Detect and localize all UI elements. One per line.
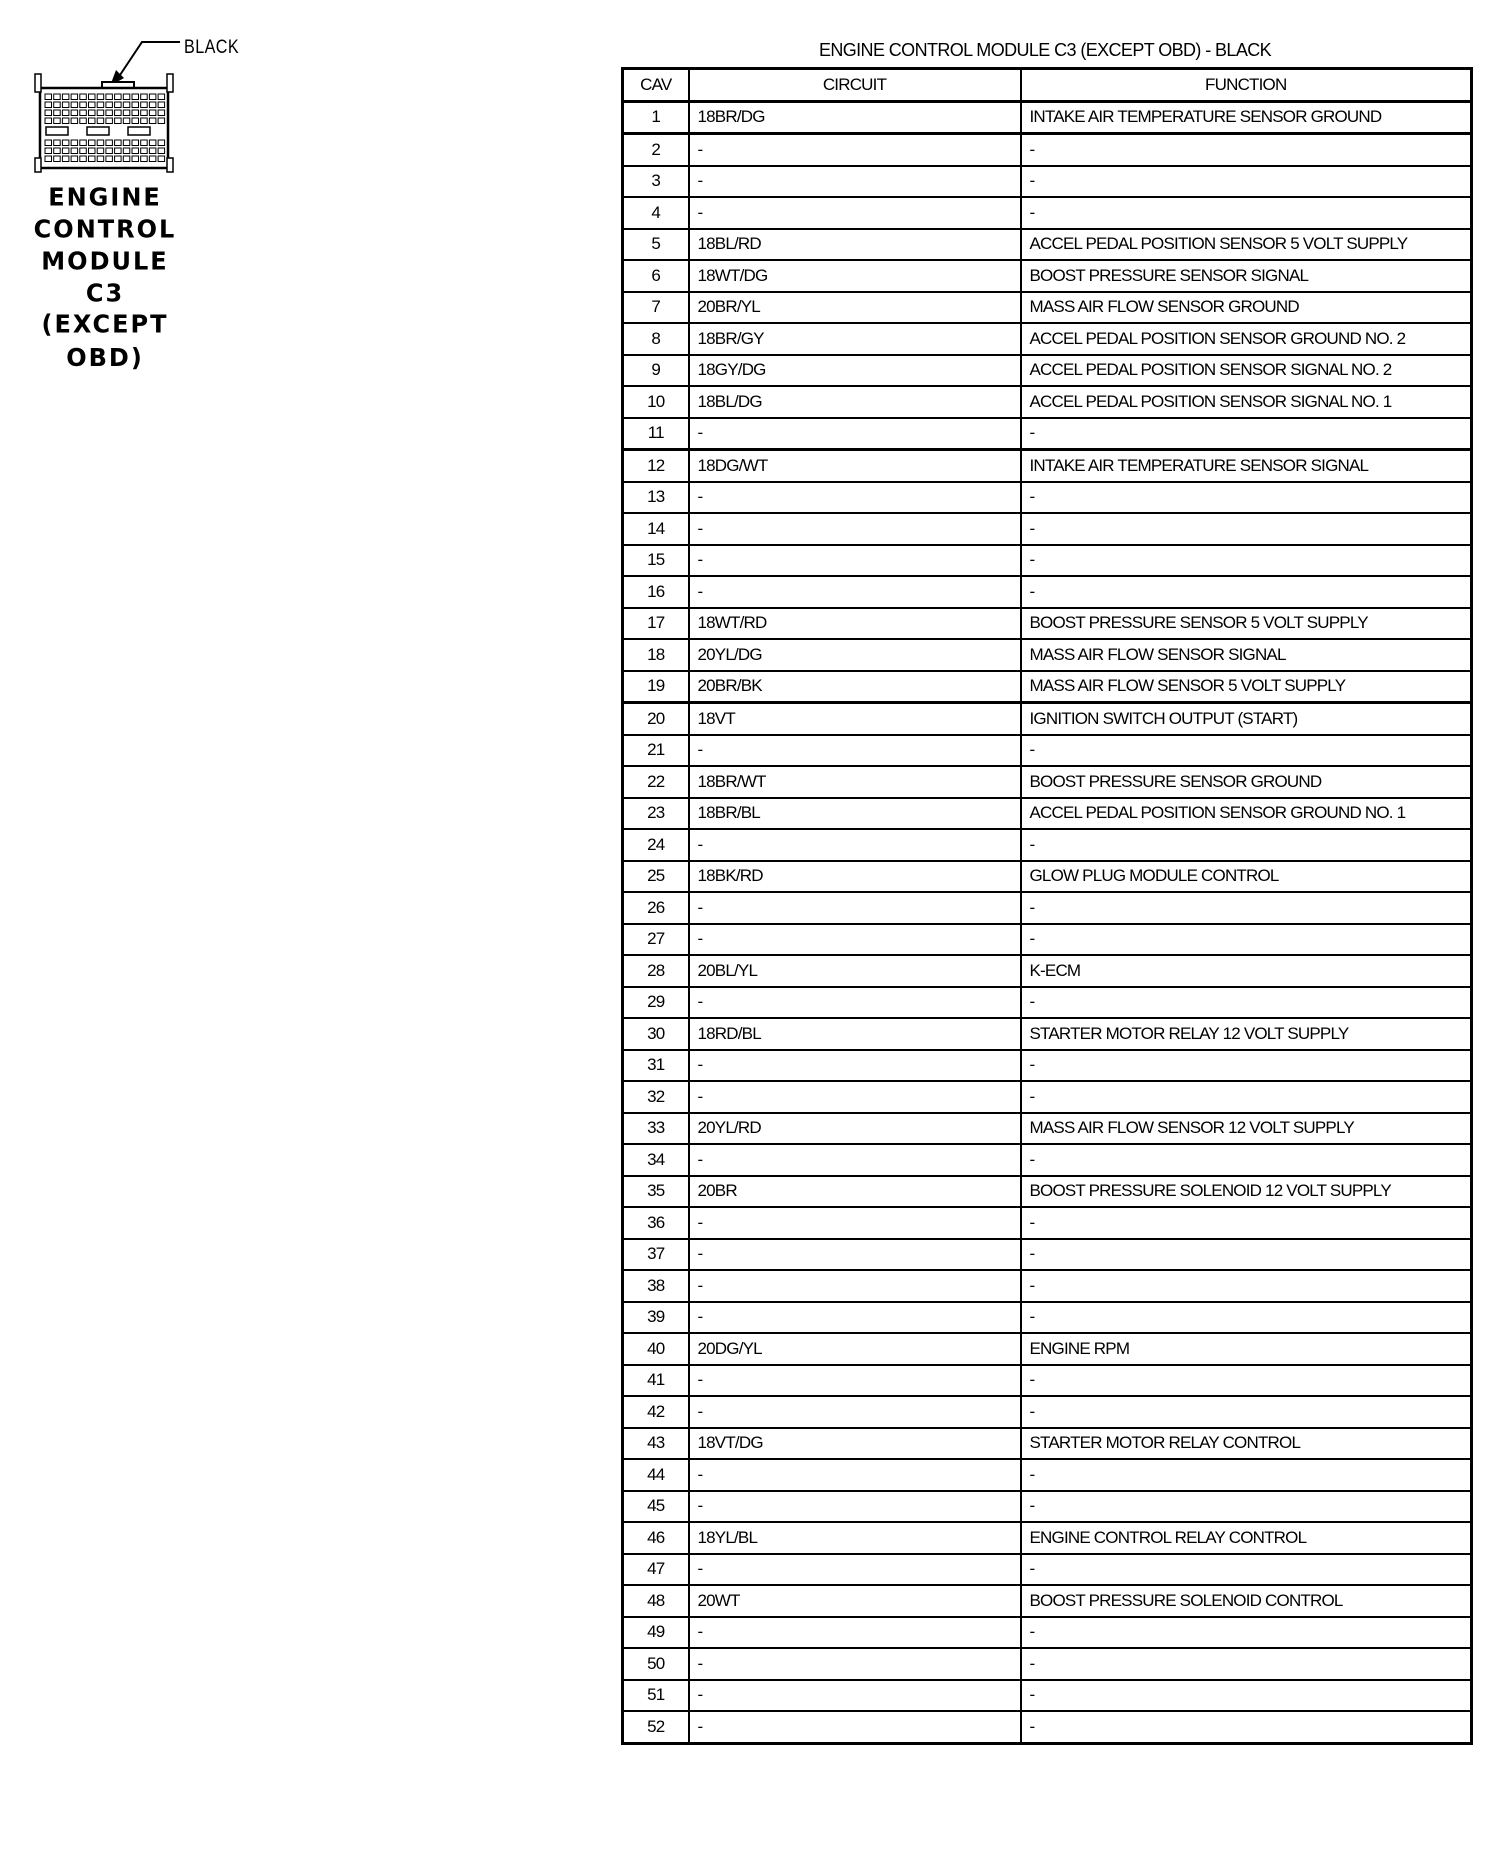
connector-color-label: BLACK	[184, 37, 240, 58]
circuit-cell: -	[689, 134, 1021, 166]
circuit-cell: 18GY/DG	[689, 355, 1021, 387]
table-row	[623, 1302, 1472, 1334]
module-name-line-4: C3	[85, 278, 125, 308]
cav-cell: 26	[623, 892, 689, 924]
table-row	[623, 1491, 1472, 1523]
function-cell: -	[1021, 513, 1472, 545]
circuit-cell: -	[689, 1680, 1021, 1712]
table-row	[623, 323, 1472, 355]
table-row	[623, 1648, 1472, 1680]
circuit-cell: -	[689, 1302, 1021, 1334]
function-cell: -	[1021, 1270, 1472, 1302]
table-row	[623, 1144, 1472, 1176]
table-row	[623, 1617, 1472, 1649]
module-name-line-2: CONTROL	[33, 214, 177, 244]
function-cell: -	[1021, 735, 1472, 767]
cav-cell: 6	[623, 260, 689, 292]
header-function: FUNCTION	[1021, 69, 1472, 102]
function-cell: -	[1021, 829, 1472, 861]
circuit-cell: -	[689, 576, 1021, 608]
table-row	[623, 608, 1472, 640]
cav-cell: 38	[623, 1270, 689, 1302]
function-cell: -	[1021, 1365, 1472, 1397]
circuit-cell: 18YL/BL	[689, 1522, 1021, 1554]
pinout-table	[621, 67, 1473, 1745]
cav-cell: 52	[623, 1711, 689, 1743]
function-cell: INTAKE AIR TEMPERATURE SENSOR GROUND	[1021, 101, 1472, 134]
connector-figure	[0, 0, 260, 373]
table-row	[623, 892, 1472, 924]
module-name-line-1: ENGINE	[48, 182, 162, 212]
cav-cell: 13	[623, 482, 689, 514]
table-row	[623, 955, 1472, 987]
cav-cell: 46	[623, 1522, 689, 1554]
cav-cell: 18	[623, 639, 689, 671]
function-cell: -	[1021, 1459, 1472, 1491]
table-row	[623, 260, 1472, 292]
cav-cell: 31	[623, 1050, 689, 1082]
circuit-cell: -	[689, 513, 1021, 545]
cav-cell: 44	[623, 1459, 689, 1491]
cav-cell: 42	[623, 1396, 689, 1428]
table-row	[623, 924, 1472, 956]
cav-cell: 27	[623, 924, 689, 956]
function-cell: -	[1021, 1617, 1472, 1649]
circuit-cell: -	[689, 482, 1021, 514]
circuit-cell: -	[689, 1459, 1021, 1491]
function-cell: -	[1021, 1144, 1472, 1176]
cav-cell: 10	[623, 386, 689, 418]
function-cell: -	[1021, 1396, 1472, 1428]
table-row	[623, 513, 1472, 545]
table-row	[623, 1554, 1472, 1586]
function-cell: ACCEL PEDAL POSITION SENSOR GROUND NO. 1	[1021, 798, 1472, 830]
module-name	[10, 181, 200, 373]
cav-cell: 23	[623, 798, 689, 830]
table-row	[623, 1239, 1472, 1271]
function-cell: -	[1021, 1081, 1472, 1113]
cav-cell: 15	[623, 545, 689, 577]
function-cell: -	[1021, 418, 1472, 450]
cav-cell: 12	[623, 450, 689, 482]
table-row	[623, 355, 1472, 387]
table-row	[623, 829, 1472, 861]
table-row	[623, 735, 1472, 767]
circuit-cell: -	[689, 166, 1021, 198]
circuit-cell: 18WT/DG	[689, 260, 1021, 292]
circuit-cell: 20BL/YL	[689, 955, 1021, 987]
function-cell: -	[1021, 1554, 1472, 1586]
circuit-cell: -	[689, 1365, 1021, 1397]
table-row	[623, 1396, 1472, 1428]
table-row	[623, 482, 1472, 514]
circuit-cell: 20BR/YL	[689, 292, 1021, 324]
table-row	[623, 639, 1472, 671]
table-row	[623, 766, 1472, 798]
cav-cell: 16	[623, 576, 689, 608]
function-cell: STARTER MOTOR RELAY 12 VOLT SUPPLY	[1021, 1018, 1472, 1050]
function-cell: ACCEL PEDAL POSITION SENSOR SIGNAL NO. 1	[1021, 386, 1472, 418]
function-cell: ENGINE CONTROL RELAY CONTROL	[1021, 1522, 1472, 1554]
table-row	[623, 197, 1472, 229]
circuit-cell: -	[689, 197, 1021, 229]
table-row	[623, 101, 1472, 134]
circuit-cell: -	[689, 1554, 1021, 1586]
header-cav: CAV	[623, 69, 689, 102]
table-row	[623, 1176, 1472, 1208]
circuit-cell: 20DG/YL	[689, 1333, 1021, 1365]
cav-cell: 19	[623, 671, 689, 703]
table-row	[623, 1522, 1472, 1554]
function-cell: -	[1021, 197, 1472, 229]
circuit-cell: -	[689, 1050, 1021, 1082]
function-cell: IGNITION SWITCH OUTPUT (START)	[1021, 703, 1472, 735]
circuit-cell: -	[689, 1081, 1021, 1113]
table-row	[623, 1270, 1472, 1302]
function-cell: ENGINE RPM	[1021, 1333, 1472, 1365]
circuit-cell: -	[689, 1396, 1021, 1428]
cav-cell: 36	[623, 1207, 689, 1239]
cav-cell: 11	[623, 418, 689, 450]
function-cell: MASS AIR FLOW SENSOR SIGNAL	[1021, 639, 1472, 671]
function-cell: -	[1021, 924, 1472, 956]
circuit-cell: 20YL/RD	[689, 1113, 1021, 1145]
table-row	[623, 798, 1472, 830]
function-cell: MASS AIR FLOW SENSOR 5 VOLT SUPPLY	[1021, 671, 1472, 703]
circuit-cell: -	[689, 892, 1021, 924]
circuit-cell: 18BL/RD	[689, 229, 1021, 261]
module-name-line-5: (EXCEPT OBD)	[41, 309, 169, 373]
table-row	[623, 987, 1472, 1019]
function-cell: -	[1021, 166, 1472, 198]
cav-cell: 5	[623, 229, 689, 261]
cav-cell: 8	[623, 323, 689, 355]
cav-cell: 25	[623, 861, 689, 893]
cav-cell: 9	[623, 355, 689, 387]
circuit-cell: 18BR/BL	[689, 798, 1021, 830]
function-cell: BOOST PRESSURE SOLENOID CONTROL	[1021, 1585, 1472, 1617]
table-row	[623, 1081, 1472, 1113]
table-header-row	[623, 69, 1472, 102]
circuit-cell: 20BR/BK	[689, 671, 1021, 703]
function-cell: -	[1021, 1239, 1472, 1271]
cav-cell: 51	[623, 1680, 689, 1712]
function-cell: BOOST PRESSURE SENSOR SIGNAL	[1021, 260, 1472, 292]
function-cell: -	[1021, 1491, 1472, 1523]
cav-cell: 32	[623, 1081, 689, 1113]
circuit-cell: 18VT/DG	[689, 1428, 1021, 1460]
function-cell: -	[1021, 1711, 1472, 1743]
function-cell: -	[1021, 482, 1472, 514]
function-cell: -	[1021, 1680, 1472, 1712]
table-row	[623, 671, 1472, 703]
table-row	[623, 861, 1472, 893]
cav-cell: 22	[623, 766, 689, 798]
cav-cell: 49	[623, 1617, 689, 1649]
table-row	[623, 576, 1472, 608]
cav-cell: 1	[623, 101, 689, 134]
circuit-cell: 18BR/WT	[689, 766, 1021, 798]
table-row	[623, 1113, 1472, 1145]
header-circuit: CIRCUIT	[689, 69, 1021, 102]
cav-cell: 20	[623, 703, 689, 735]
circuit-cell: -	[689, 1617, 1021, 1649]
circuit-cell: -	[689, 1270, 1021, 1302]
circuit-cell: -	[689, 1144, 1021, 1176]
module-name-line-3: MODULE	[41, 246, 169, 276]
table-row	[623, 703, 1472, 735]
function-cell: BOOST PRESSURE SENSOR 5 VOLT SUPPLY	[1021, 608, 1472, 640]
circuit-cell: -	[689, 1239, 1021, 1271]
cav-cell: 45	[623, 1491, 689, 1523]
circuit-cell: -	[689, 1491, 1021, 1523]
cav-cell: 50	[623, 1648, 689, 1680]
function-cell: BOOST PRESSURE SOLENOID 12 VOLT SUPPLY	[1021, 1176, 1472, 1208]
table-row	[623, 134, 1472, 166]
table-title: ENGINE CONTROL MODULE C3 (EXCEPT OBD) - BLACK	[818, 40, 1272, 60]
function-cell: STARTER MOTOR RELAY CONTROL	[1021, 1428, 1472, 1460]
table-row	[623, 450, 1472, 482]
function-cell: -	[1021, 576, 1472, 608]
function-cell: MASS AIR FLOW SENSOR GROUND	[1021, 292, 1472, 324]
table-row	[623, 1365, 1472, 1397]
circuit-cell: -	[689, 1648, 1021, 1680]
table-row	[623, 386, 1472, 418]
cav-cell: 24	[623, 829, 689, 861]
cav-cell: 35	[623, 1176, 689, 1208]
circuit-cell: -	[689, 418, 1021, 450]
circuit-cell: 18BK/RD	[689, 861, 1021, 893]
circuit-cell: -	[689, 735, 1021, 767]
table-row	[623, 1333, 1472, 1365]
cav-cell: 37	[623, 1239, 689, 1271]
circuit-cell: 18BL/DG	[689, 386, 1021, 418]
circuit-cell: -	[689, 545, 1021, 577]
table-row	[623, 1711, 1472, 1743]
cav-cell: 41	[623, 1365, 689, 1397]
cav-cell: 33	[623, 1113, 689, 1145]
function-cell: BOOST PRESSURE SENSOR GROUND	[1021, 766, 1472, 798]
circuit-cell: 18DG/WT	[689, 450, 1021, 482]
circuit-cell: -	[689, 924, 1021, 956]
table-row	[623, 1459, 1472, 1491]
function-cell: MASS AIR FLOW SENSOR 12 VOLT SUPPLY	[1021, 1113, 1472, 1145]
function-cell: -	[1021, 545, 1472, 577]
function-cell: ACCEL PEDAL POSITION SENSOR 5 VOLT SUPPLY	[1021, 229, 1472, 261]
cav-cell: 43	[623, 1428, 689, 1460]
circuit-cell: -	[689, 987, 1021, 1019]
cav-cell: 7	[623, 292, 689, 324]
cav-cell: 39	[623, 1302, 689, 1334]
circuit-cell: 18BR/GY	[689, 323, 1021, 355]
table-row	[623, 1050, 1472, 1082]
table-row	[623, 166, 1472, 198]
table-row	[623, 1428, 1472, 1460]
cav-cell: 28	[623, 955, 689, 987]
table-row	[623, 1585, 1472, 1617]
table-row	[623, 1680, 1472, 1712]
circuit-cell: -	[689, 829, 1021, 861]
pinout-table-body	[623, 101, 1472, 1743]
function-cell: -	[1021, 1302, 1472, 1334]
table-row	[623, 418, 1472, 450]
function-cell: ACCEL PEDAL POSITION SENSOR GROUND NO. 2	[1021, 323, 1472, 355]
circuit-cell: 18BR/DG	[689, 101, 1021, 134]
circuit-cell: 20BR	[689, 1176, 1021, 1208]
function-cell: -	[1021, 134, 1472, 166]
cav-cell: 14	[623, 513, 689, 545]
cav-cell: 3	[623, 166, 689, 198]
function-cell: -	[1021, 1648, 1472, 1680]
cav-cell: 40	[623, 1333, 689, 1365]
circuit-cell: 20WT	[689, 1585, 1021, 1617]
cav-cell: 48	[623, 1585, 689, 1617]
circuit-cell: 18VT	[689, 703, 1021, 735]
circuit-cell: 18RD/BL	[689, 1018, 1021, 1050]
cav-cell: 29	[623, 987, 689, 1019]
cav-cell: 34	[623, 1144, 689, 1176]
cav-cell: 21	[623, 735, 689, 767]
cav-cell: 17	[623, 608, 689, 640]
function-cell: -	[1021, 892, 1472, 924]
cav-cell: 47	[623, 1554, 689, 1586]
circuit-cell: 18WT/RD	[689, 608, 1021, 640]
function-cell: GLOW PLUG MODULE CONTROL	[1021, 861, 1472, 893]
function-cell: -	[1021, 987, 1472, 1019]
cav-cell: 2	[623, 134, 689, 166]
circuit-cell: -	[689, 1711, 1021, 1743]
circuit-cell: 20YL/DG	[689, 639, 1021, 671]
function-cell: INTAKE AIR TEMPERATURE SENSOR SIGNAL	[1021, 450, 1472, 482]
table-row	[623, 1018, 1472, 1050]
circuit-cell: -	[689, 1207, 1021, 1239]
table-row	[623, 292, 1472, 324]
function-cell: ACCEL PEDAL POSITION SENSOR SIGNAL NO. 2	[1021, 355, 1472, 387]
table-row	[623, 1207, 1472, 1239]
table-row	[623, 545, 1472, 577]
function-cell: K-ECM	[1021, 955, 1472, 987]
function-cell: -	[1021, 1050, 1472, 1082]
cav-cell: 4	[623, 197, 689, 229]
function-cell: -	[1021, 1207, 1472, 1239]
cav-cell: 30	[623, 1018, 689, 1050]
table-row	[623, 229, 1472, 261]
